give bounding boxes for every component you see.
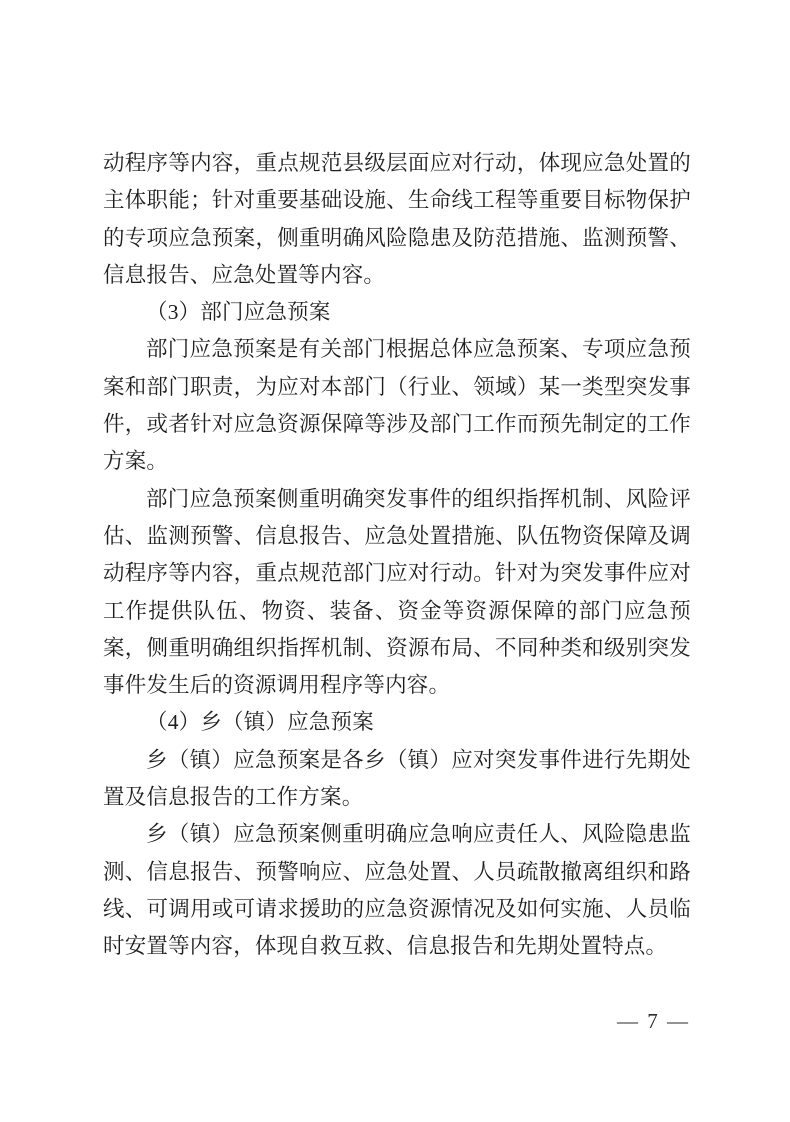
paragraph: 部门应急预案是有关部门根据总体应急预案、专项应急预案和部门职责，为应对本部门（行业、领域）某一类型突发事件，或者针对应急资源保障等涉及部门工作而预先制定的工作方案。 [103,337,691,474]
body-text [103,145,691,966]
section-heading-4: （4）乡（镇）应急预案 [146,710,374,735]
page-number: — 7 — [617,1009,690,1033]
paragraph: 部门应急预案侧重明确突发事件的组织指挥机制、风险评估、监测预警、信息报告、应急处置措施、队伍物资保障及调动程序等内容，重点规范部门应对行动。针对为突发事件应对工作提供队伍、物资、装备、资金等资源保障的部门应急预案，侧重明确组织指挥机制、资源布局、不同种类和级别突发事件发生后的资源调用程序等内容。 [103,486,691,698]
section-heading-3: （3）部门应急预案 [146,300,331,325]
paragraph: 乡（镇）应急预案是各乡（镇）应对突发事件进行先期处置及信息报告的工作方案。 [103,747,691,810]
paragraph-continuation: 动程序等内容，重点规范县级层面应对行动，体现应急处置的主体职能；针对重要基础设施、生命线工程等重要目标物保护的专项应急预案，侧重明确风险隐患及防范措施、监测预警、信息报告、应急处置等内容。 [103,151,691,287]
paragraph: 乡（镇）应急预案侧重明确应急响应责任人、风险隐患监测、信息报告、预警响应、应急处置、人员疏散撤离组织和路线、可调用或可请求援助的应急资源情况及如何实施、人员临时安置等内容，体现自救互救、信息报告和先期处置特点。 [103,822,691,959]
